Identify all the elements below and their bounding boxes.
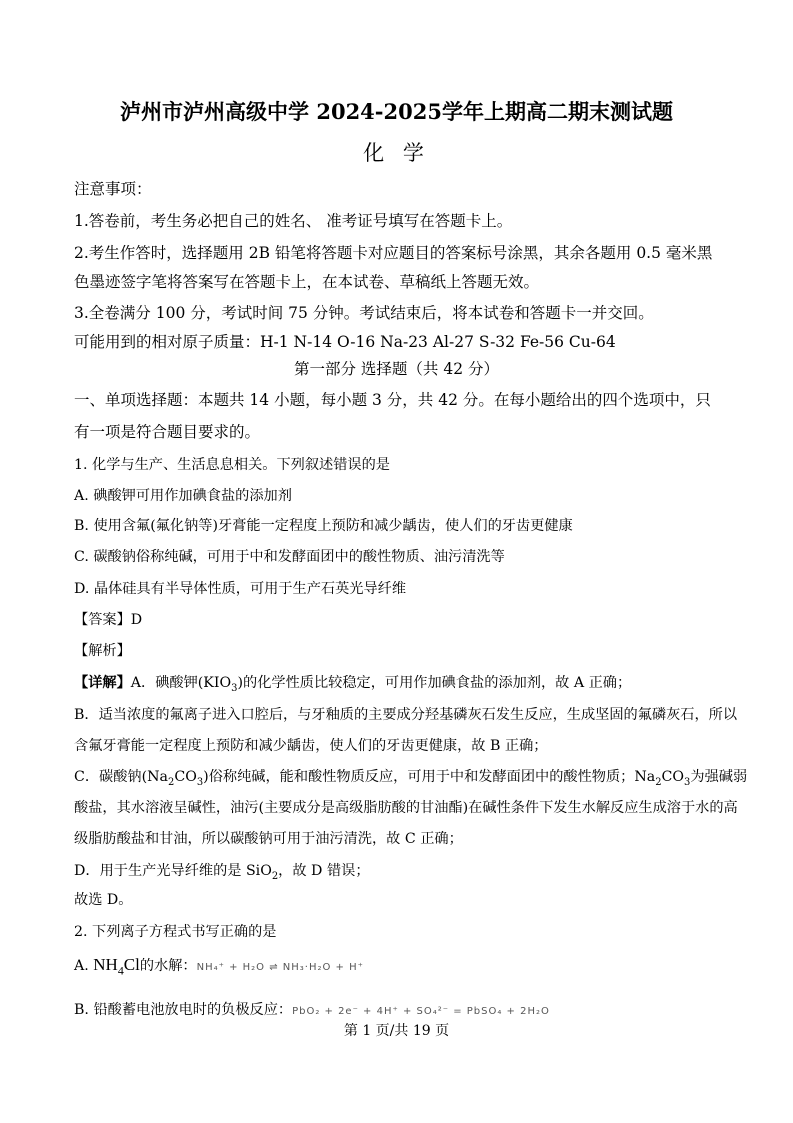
detail-c-text-3: )俗称纯碱，能和酸性物质反应，可用于中和发酵面团中的酸性物质；Na [203,769,656,785]
subscript: 3 [684,776,691,788]
subscript: 3 [231,682,238,694]
question-2-stem: 2. 下列离子方程式书写正确的是 [74,924,277,940]
question-1-option-a: A. 碘酸钾可用作加碘食盐的添加剂 [74,488,292,504]
question-1-option-d: D. 晶体硅具有半导体性质，可用于生产石英光导纤维 [74,581,407,597]
option-a-text: 的水解： [139,958,197,974]
question-1-answer: 【答案】D [74,612,143,628]
question-1-stem: 1. 化学与生产、生活息息相关。下列叙述错误的是 [74,457,390,473]
atomic-masses: 可能用到的相对原子质量：H-1 N-14 O-16 Na-23 Al-27 S-32 Fe-56 Cu-64 [74,333,616,351]
subscript: 2 [168,776,175,788]
subscript: 2 [271,870,279,882]
notice-item-2-line-1: 2.考生作答时，选择题用 2B 铅笔将答题卡对应题目的答案标号涂黑，其余各题用 0.5 毫米黑 [74,244,713,262]
question-2-option-b [74,999,550,1019]
subscript: 2 [655,776,662,788]
question-1-detail-a [74,672,631,694]
notice-item-3: 3.全卷满分 100 分，考试时间 75 分钟。考试结束后，将本试卷和答题卡一并交回。 [74,304,654,322]
question-1-detail-c-line-1 [74,766,747,788]
detail-c-text-2: CO [174,769,197,785]
question-2-option-a [74,955,364,978]
section-instruction-line-2: 有一项是符合题目要求的。 [74,423,261,441]
detail-a-text-1: A．碘酸钾(KIO [130,675,232,691]
question-1-detail-b-line-2: 含氟牙膏能一定程度上预防和减少龋齿，使人们的牙齿更健康，故 B 正确； [74,738,548,754]
notice-item-2-line-2: 色墨迹签字笔将答案写在答题卡上，在本试卷、草稿纸上答题无效。 [74,273,540,291]
question-1-detail-c-line-3: 级脂肪酸盐和甘油，所以碳酸钠可用于油污清洗，故 C 正确； [74,831,463,847]
question-1-detail-b-line-1: B．适当浓度的氟离子进入口腔后，与牙釉质的主要成分羟基磷灰石发生反应，生成坚固的氟磷灰石，所以 [74,707,738,723]
subject-title: 化 学 [363,141,430,165]
question-1-option-b: B. 使用含氟(氟化钠等)牙膏能一定程度上预防和减少龋齿，使人们的牙齿更健康 [74,518,573,534]
question-1-detail-c-line-2: 酸盐，其水溶液呈碱性，油污(主要成分是高级脂肪酸的甘油酯)在碱性条件下发生水解反应生成溶于水的高 [74,800,738,816]
notice-item-1: 1.答卷前，考生务必把自己的姓名、 准考证号填写在答题卡上。 [74,212,513,230]
detail-c-text-5: 为强碱弱 [690,769,748,785]
section-instruction-line-1: 一、单项选择题：本题共 14 小题，每小题 3 分，共 42 分。在每小题给出的四个选项中，只 [74,391,711,409]
detail-c-text-1: C．碳酸钠(Na [74,769,169,785]
option-b-equation: PbO₂ + 2e⁻ + 4H⁺ + SO₄²⁻ = PbSO₄ + 2H₂O [292,1006,550,1017]
formula-part: Cl [123,955,140,974]
option-b-text: B. 铅酸蓄电池放电时的负极反应： [74,1002,293,1018]
subscript: 3 [196,776,204,788]
nh4cl-formula [93,955,140,978]
question-1-detail-d [74,860,370,882]
question-1-option-c: C. 碳酸钠俗称纯碱，可用于中和发酵面团中的酸性物质、油污清洗等 [74,549,505,565]
option-a-prefix: A. [74,958,94,974]
notice-heading: 注意事项： [74,180,152,198]
page-footer: 第 1 页/共 19 页 [343,1023,450,1039]
detail-d-text-2: ，故 D 错误； [278,863,370,879]
question-1-conclusion: 故选 D。 [74,892,133,908]
formula-part: NH [93,955,118,974]
page-title: 泸州市泸州高级中学 2024-2025学年上期高二期末测试题 [120,99,673,124]
detail-c-text-4: CO [661,769,685,785]
detail-a-text-2: )的化学性质比较稳定，可用作加碘食盐的添加剂，故 A 正确； [237,675,632,691]
subscript: 4 [117,963,124,978]
detail-d-text-1: D．用于生产光导纤维的是 SiO [74,863,272,879]
question-1-analysis-label: 【解析】 [74,643,131,659]
option-a-equation: NH₄⁺ + H₂O ⇌ NH₃·H₂O + H⁺ [196,962,364,973]
part-title: 第一部分 选择题（共 42 分） [293,360,499,378]
detail-label: 【详解】 [74,675,131,691]
